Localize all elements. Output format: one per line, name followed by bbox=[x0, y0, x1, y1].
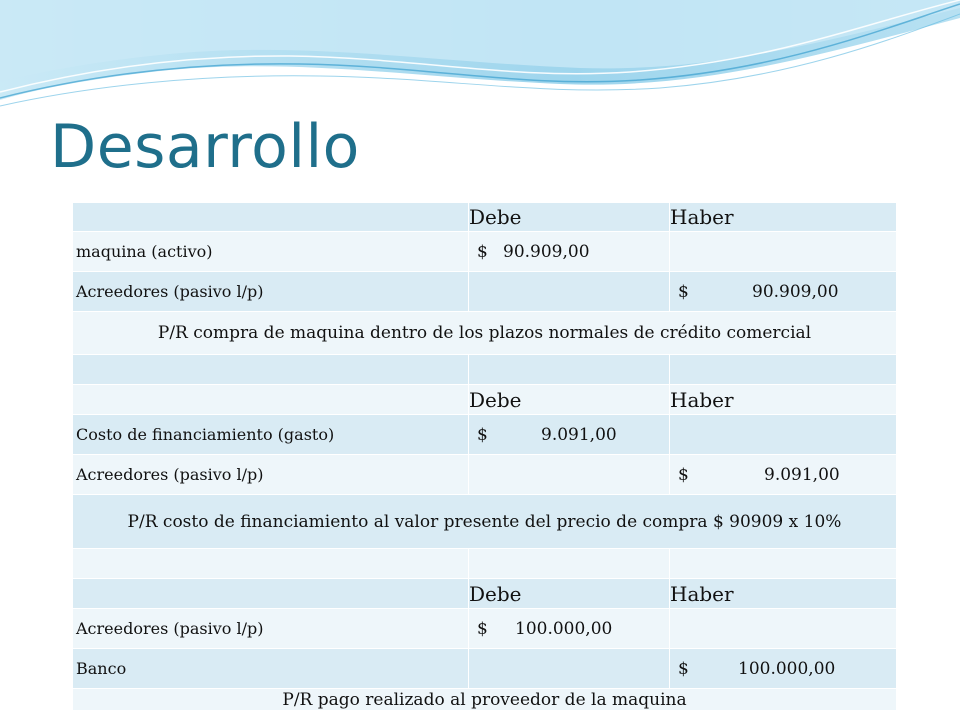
empty-cell bbox=[670, 549, 897, 579]
debit-amount bbox=[469, 609, 670, 649]
debe-header: Debe bbox=[469, 385, 670, 415]
empty-cell bbox=[670, 355, 897, 385]
account-name: Acreedores (pasivo l/p) bbox=[73, 455, 469, 495]
empty-cell bbox=[469, 355, 670, 385]
account-name: Costo de financiamiento (gasto) bbox=[73, 415, 469, 455]
column-header-row bbox=[73, 203, 897, 232]
empty-cell bbox=[73, 355, 469, 385]
currency-symbol: $ bbox=[678, 281, 689, 302]
entry-description-row bbox=[73, 689, 897, 711]
currency-symbol: $ bbox=[477, 424, 488, 445]
credit-amount bbox=[670, 455, 897, 495]
entry-line-row bbox=[73, 649, 897, 689]
entry-line-row bbox=[73, 609, 897, 649]
entry-description-row bbox=[73, 495, 897, 549]
debe-header: Debe bbox=[469, 579, 670, 609]
account-name: Banco bbox=[73, 649, 469, 689]
currency-symbol: $ bbox=[477, 241, 488, 262]
header-wave-decoration bbox=[0, 0, 960, 120]
currency-symbol: $ bbox=[678, 464, 689, 485]
debit-amount bbox=[469, 232, 670, 272]
debe-header: Debe bbox=[469, 203, 670, 232]
debit-amount bbox=[469, 272, 670, 312]
haber-header: Haber bbox=[670, 385, 897, 415]
currency-symbol: $ bbox=[678, 658, 689, 679]
haber-header: Haber bbox=[670, 203, 897, 232]
empty-cell bbox=[73, 579, 469, 609]
slide-title: Desarrollo bbox=[50, 112, 360, 182]
entry-description: P/R costo de financiamiento al valor presente del precio de compra $ 90909 x 10% bbox=[73, 495, 897, 549]
debit-amount bbox=[469, 455, 670, 495]
account-name: Acreedores (pasivo l/p) bbox=[73, 609, 469, 649]
empty-cell bbox=[73, 203, 469, 232]
currency-symbol: $ bbox=[477, 618, 488, 639]
column-header-row bbox=[73, 385, 897, 415]
debit-value: 9.091,00 bbox=[541, 424, 617, 445]
empty-cell bbox=[73, 549, 469, 579]
credit-amount bbox=[670, 232, 897, 272]
column-header-row bbox=[73, 579, 897, 609]
entry-line-row bbox=[73, 455, 897, 495]
debit-amount bbox=[469, 415, 670, 455]
haber-header: Haber bbox=[670, 579, 897, 609]
credit-value: 9.091,00 bbox=[764, 464, 840, 485]
empty-cell bbox=[73, 385, 469, 415]
journal-entries-table bbox=[72, 202, 897, 711]
spacer-row bbox=[73, 355, 897, 385]
empty-cell bbox=[469, 549, 670, 579]
credit-amount bbox=[670, 649, 897, 689]
entry-description: P/R compra de maquina dentro de los plazos normales de crédito comercial bbox=[73, 312, 897, 355]
credit-amount bbox=[670, 415, 897, 455]
account-name: Acreedores (pasivo l/p) bbox=[73, 272, 469, 312]
credit-amount bbox=[670, 609, 897, 649]
entry-description-row bbox=[73, 312, 897, 355]
entry-line-row bbox=[73, 415, 897, 455]
spacer-row bbox=[73, 549, 897, 579]
credit-value: 90.909,00 bbox=[752, 281, 839, 302]
debit-amount bbox=[469, 649, 670, 689]
account-name: maquina (activo) bbox=[73, 232, 469, 272]
debit-value: 100.000,00 bbox=[515, 618, 613, 639]
credit-amount bbox=[670, 272, 897, 312]
entry-description: P/R pago realizado al proveedor de la maquina bbox=[73, 689, 897, 711]
entry-line-row bbox=[73, 232, 897, 272]
entry-line-row bbox=[73, 272, 897, 312]
debit-value: 90.909,00 bbox=[503, 241, 590, 262]
credit-value: 100.000,00 bbox=[738, 658, 836, 679]
